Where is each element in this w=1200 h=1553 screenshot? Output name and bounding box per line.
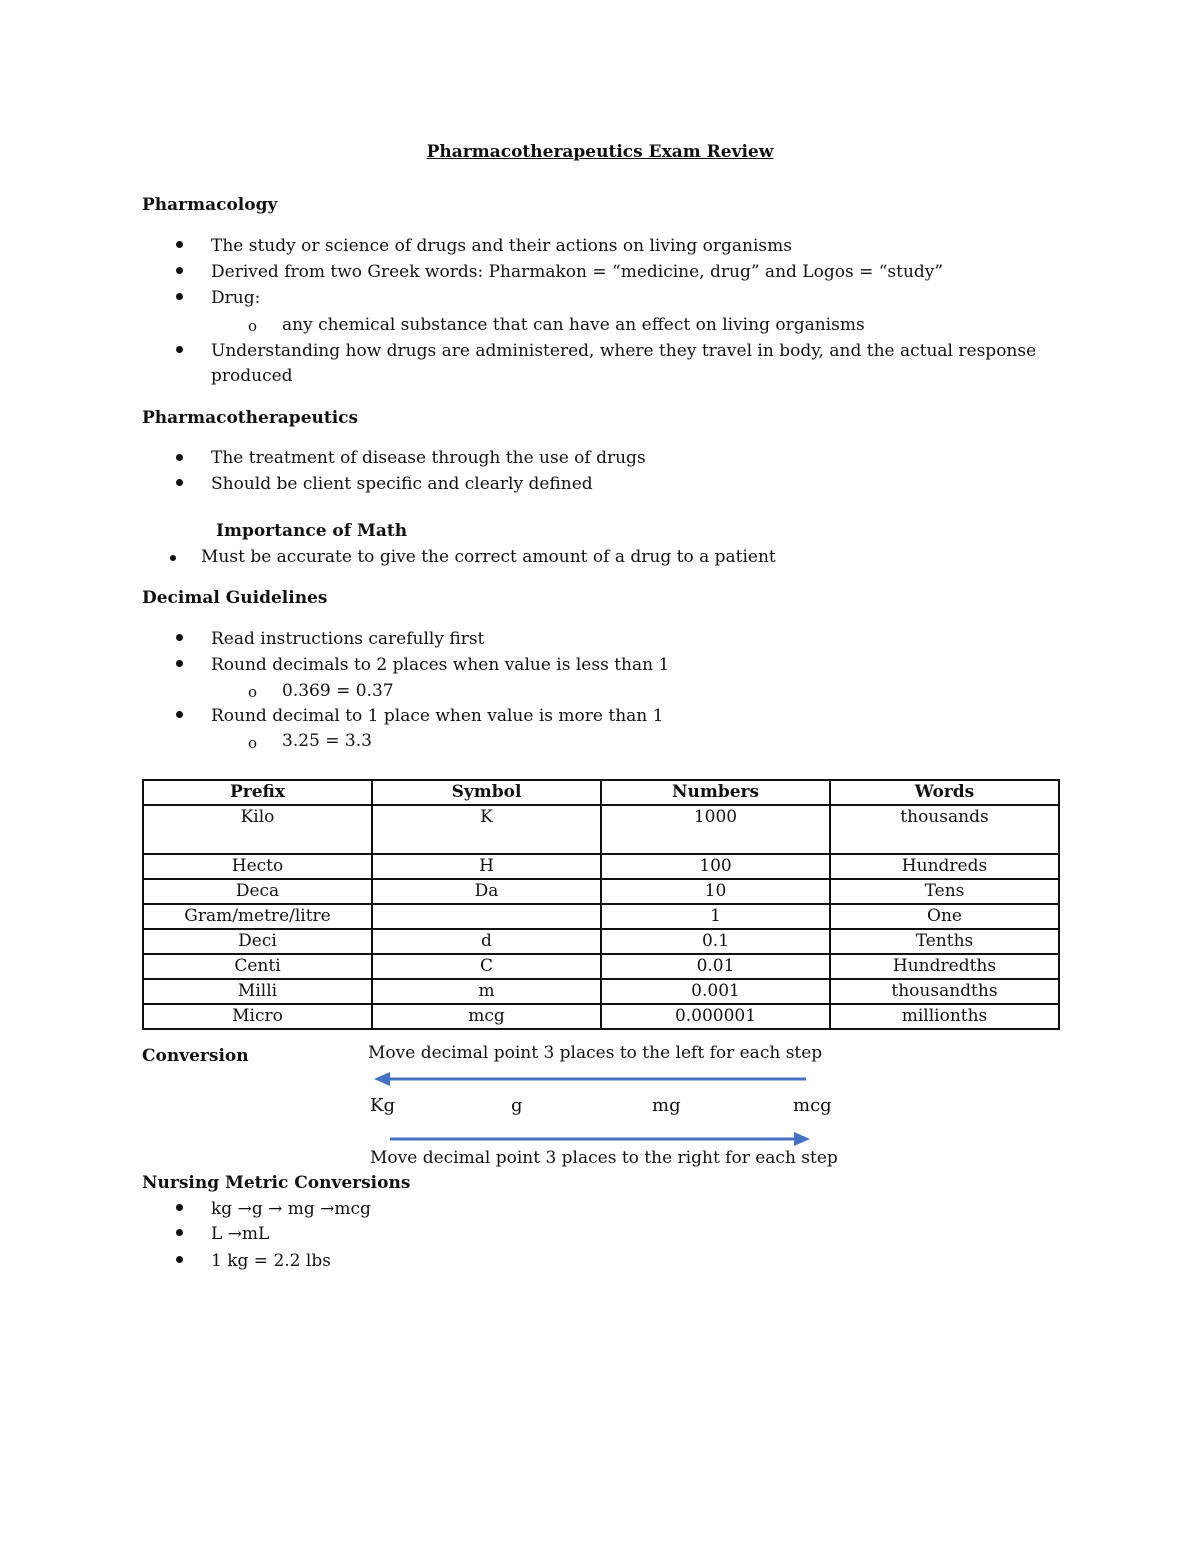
- conversion-right-text: Move decimal point 3 places to the right for each step: [370, 1148, 838, 1168]
- bullet-icon: [176, 711, 183, 718]
- table-row: [143, 805, 1059, 854]
- table-cell: Da: [372, 879, 601, 904]
- table-cell: 0.000001: [601, 1004, 830, 1029]
- pharmacology-bullet-4: Understanding how drugs are administered, where they travel in body, and the actual response: [211, 341, 1037, 361]
- decimal-bullet-2: Round decimals to 2 places when value is less than 1: [211, 655, 670, 675]
- table-cell: millionths: [830, 1004, 1059, 1029]
- pharmacology-bullet-1: The study or science of drugs and their actions on living organisms: [211, 236, 792, 256]
- pharmacotherapeutics-bullet-1: The treatment of disease through the use of drugs: [211, 448, 646, 468]
- table-cell: Deci: [143, 929, 372, 954]
- right-arrow-head-icon: [794, 1132, 810, 1146]
- table-header-row: [143, 780, 1059, 805]
- decimal-example-1: 0.369 = 0.37: [282, 681, 394, 701]
- table-cell: thousands: [830, 805, 1059, 854]
- pharmacology-bullet-3: Drug:: [211, 288, 261, 308]
- table-header-symbol: Symbol: [372, 780, 601, 805]
- unit-mcg: mcg: [793, 1095, 832, 1116]
- table-cell: K: [372, 805, 601, 854]
- bullet-icon: [176, 1204, 183, 1211]
- table-cell: Tenths: [830, 929, 1059, 954]
- sub-bullet-marker: o: [248, 683, 258, 701]
- table-cell: [372, 904, 601, 929]
- table-row: [143, 929, 1059, 954]
- table-cell: One: [830, 904, 1059, 929]
- table-cell: Gram/metre/litre: [143, 904, 372, 929]
- conversion-arrows: [360, 1066, 830, 1146]
- unit-g: g: [511, 1095, 523, 1116]
- sub-bullet-marker: o: [248, 317, 258, 335]
- table-cell: thousandths: [830, 979, 1059, 1004]
- table-cell: Hecto: [143, 854, 372, 879]
- table-header-numbers: Numbers: [601, 780, 830, 805]
- table-cell: Kilo: [143, 805, 372, 854]
- page-title: Pharmacotherapeutics Exam Review: [426, 142, 774, 162]
- pharmacology-sub-bullet: any chemical substance that can have an effect on living organisms: [282, 315, 865, 335]
- bullet-icon: [170, 555, 176, 561]
- table-cell: Centi: [143, 954, 372, 979]
- pharmacology-bullet-4-cont: produced: [211, 366, 293, 386]
- math-heading: Importance of Math: [216, 521, 408, 541]
- table-cell: mcg: [372, 1004, 601, 1029]
- bullet-icon: [176, 634, 183, 641]
- nursing-bullet-1: kg →g → mg →mcg: [211, 1199, 371, 1219]
- nursing-bullet-3: 1 kg = 2.2 lbs: [211, 1251, 331, 1271]
- table-cell: Deca: [143, 879, 372, 904]
- conversion-left-text: Move decimal point 3 places to the left for each step: [368, 1043, 823, 1063]
- bullet-icon: [176, 293, 183, 300]
- table-header-words: Words: [830, 780, 1059, 805]
- table-cell: 1000: [601, 805, 830, 854]
- table-cell: C: [372, 954, 601, 979]
- conversion-heading: Conversion: [142, 1046, 249, 1066]
- nursing-heading: Nursing Metric Conversions: [142, 1173, 411, 1193]
- table-cell: Hundreds: [830, 854, 1059, 879]
- table-cell: Hundredths: [830, 954, 1059, 979]
- table-row: [143, 879, 1059, 904]
- table-cell: 100: [601, 854, 830, 879]
- decimal-bullet-1: Read instructions carefully first: [211, 629, 485, 649]
- pharmacology-heading: Pharmacology: [142, 195, 278, 215]
- table-cell: m: [372, 979, 601, 1004]
- table-row: [143, 954, 1059, 979]
- table-cell: 0.1: [601, 929, 830, 954]
- table-cell: Micro: [143, 1004, 372, 1029]
- bullet-icon: [176, 479, 183, 486]
- pharmacology-bullet-2: Derived from two Greek words: Pharmakon = “medicine, drug” and Logos = “study”: [211, 262, 944, 282]
- table-row: [143, 904, 1059, 929]
- table-row: [143, 979, 1059, 1004]
- sub-bullet-marker: o: [248, 734, 258, 752]
- bullet-icon: [176, 267, 183, 274]
- table-header-prefix: Prefix: [143, 780, 372, 805]
- decimal-heading: Decimal Guidelines: [142, 588, 328, 608]
- bullet-icon: [176, 346, 183, 353]
- table-cell: Tens: [830, 879, 1059, 904]
- table-cell: 0.001: [601, 979, 830, 1004]
- bullet-icon: [176, 1229, 183, 1236]
- metric-prefix-table: [142, 779, 1060, 1030]
- nursing-bullet-2: L →mL: [211, 1224, 270, 1244]
- pharmacotherapeutics-bullet-2: Should be client specific and clearly defined: [211, 474, 593, 494]
- math-bullet: Must be accurate to give the correct amount of a drug to a patient: [201, 547, 776, 567]
- bullet-icon: [176, 1256, 183, 1263]
- table-row: [143, 854, 1059, 879]
- table-cell: 0.01: [601, 954, 830, 979]
- decimal-bullet-3: Round decimal to 1 place when value is more than 1: [211, 706, 664, 726]
- table-cell: H: [372, 854, 601, 879]
- table-row: [143, 1004, 1059, 1029]
- table-cell: 10: [601, 879, 830, 904]
- bullet-icon: [176, 241, 183, 248]
- decimal-example-2: 3.25 = 3.3: [282, 731, 372, 751]
- table-cell: d: [372, 929, 601, 954]
- table-cell: Milli: [143, 979, 372, 1004]
- bullet-icon: [176, 454, 183, 461]
- left-arrow-head-icon: [374, 1072, 390, 1086]
- unit-kg: Kg: [370, 1095, 395, 1116]
- unit-mg: mg: [652, 1095, 681, 1116]
- table-cell: 1: [601, 904, 830, 929]
- pharmacotherapeutics-heading: Pharmacotherapeutics: [142, 408, 359, 428]
- bullet-icon: [176, 660, 183, 667]
